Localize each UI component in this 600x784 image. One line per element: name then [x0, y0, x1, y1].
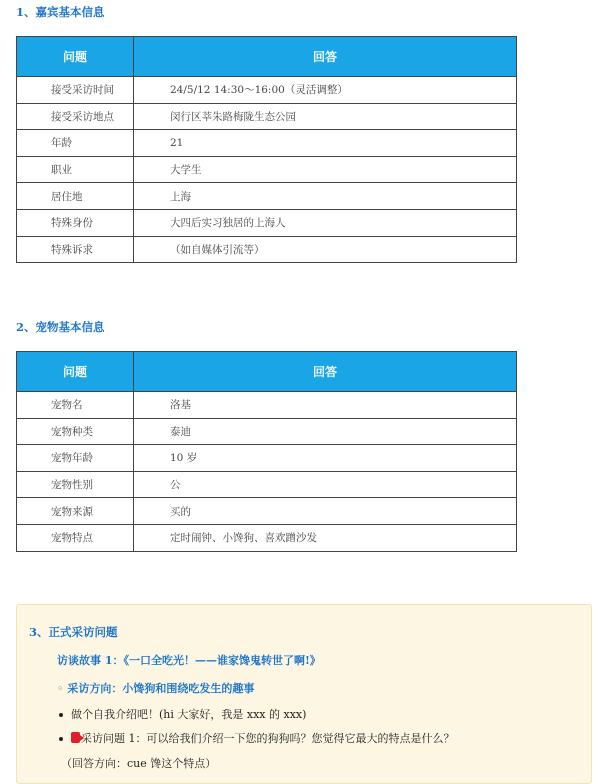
pet-info-table — [16, 351, 517, 552]
list-item — [57, 706, 306, 722]
table-row — [17, 392, 517, 419]
bullet-icon — [59, 713, 63, 717]
answer-direction: （回答方向：cue 馋这个特点） — [61, 757, 217, 770]
table-row — [17, 236, 517, 263]
guest-info-table — [16, 36, 517, 263]
table-row — [17, 524, 517, 551]
answer-cell: 定时闹钟、小馋狗、喜欢蹭沙发 — [134, 524, 517, 551]
header-question: 问题 — [17, 37, 134, 77]
answer-cell: （如自媒体引流等） — [134, 236, 517, 263]
question-cell: 宠物性别 — [17, 471, 134, 498]
table-row — [17, 418, 517, 445]
answer-cell: 上海 — [134, 183, 517, 210]
header-question: 问题 — [17, 352, 134, 392]
answer-cell: 10 岁 — [134, 445, 517, 472]
bullet-icon — [59, 737, 63, 741]
table-row — [17, 498, 517, 525]
question-cell: 居住地 — [17, 183, 134, 210]
table-row — [17, 77, 517, 104]
pushpin-icon — [71, 732, 80, 743]
table-row — [17, 471, 517, 498]
story-title: 访谈故事 1：《一口全吃光！——谁家馋鬼转世了啊!》 — [57, 654, 321, 667]
answer-cell: 大学生 — [134, 156, 517, 183]
section-title-guest-info: 1、嘉宾基本信息 — [16, 5, 105, 19]
answer-cell: 公 — [134, 471, 517, 498]
answer-cell: 泰迪 — [134, 418, 517, 445]
header-answer: 回答 — [134, 352, 517, 392]
question-cell: 宠物名 — [17, 392, 134, 419]
table-row — [17, 103, 517, 130]
question-cell: 特殊诉求 — [17, 236, 134, 263]
section-title-interview-questions: 3、正式采访问题 — [29, 625, 118, 639]
header-answer: 回答 — [134, 37, 517, 77]
question-text: 做个自我介绍吧！(hi 大家好，我是 xxx 的 xxx) — [71, 708, 307, 721]
answer-cell: 大四后实习独居的上海人 — [134, 209, 517, 236]
answer-cell: 闵行区莘朱路梅陇生态公园 — [134, 103, 517, 130]
question-cell: 接受采访地点 — [17, 103, 134, 130]
table-header-row — [17, 352, 517, 392]
answer-cell: 21 — [134, 130, 517, 157]
question-cell: 接受采访时间 — [17, 77, 134, 104]
question-cell: 职业 — [17, 156, 134, 183]
question-cell: 宠物年龄 — [17, 445, 134, 472]
question-cell: 宠物种类 — [17, 418, 134, 445]
table-row — [17, 156, 517, 183]
answer-cell: 洛基 — [134, 392, 517, 419]
list-item — [57, 730, 455, 746]
question-cell: 特殊身份 — [17, 209, 134, 236]
question-cell: 年龄 — [17, 130, 134, 157]
table-row — [17, 183, 517, 210]
table-row — [17, 445, 517, 472]
answer-cell: 买的 — [134, 498, 517, 525]
interview-direction: ◦ 采访方向：小馋狗和围绕吃发生的趣事 — [57, 682, 255, 695]
question-cell: 宠物特点 — [17, 524, 134, 551]
question-cell: 宠物来源 — [17, 498, 134, 525]
section-title-pet-info: 2、宠物基本信息 — [16, 320, 105, 334]
interview-callout — [16, 604, 592, 784]
table-row — [17, 209, 517, 236]
question-text: 采访问题 1：可以给我们介绍一下您的狗狗吗？您觉得它最大的特点是什么？ — [81, 732, 455, 745]
table-header-row — [17, 37, 517, 77]
table-row — [17, 130, 517, 157]
answer-cell: 24/5/12 14:30～16:00（灵活调整） — [134, 77, 517, 104]
